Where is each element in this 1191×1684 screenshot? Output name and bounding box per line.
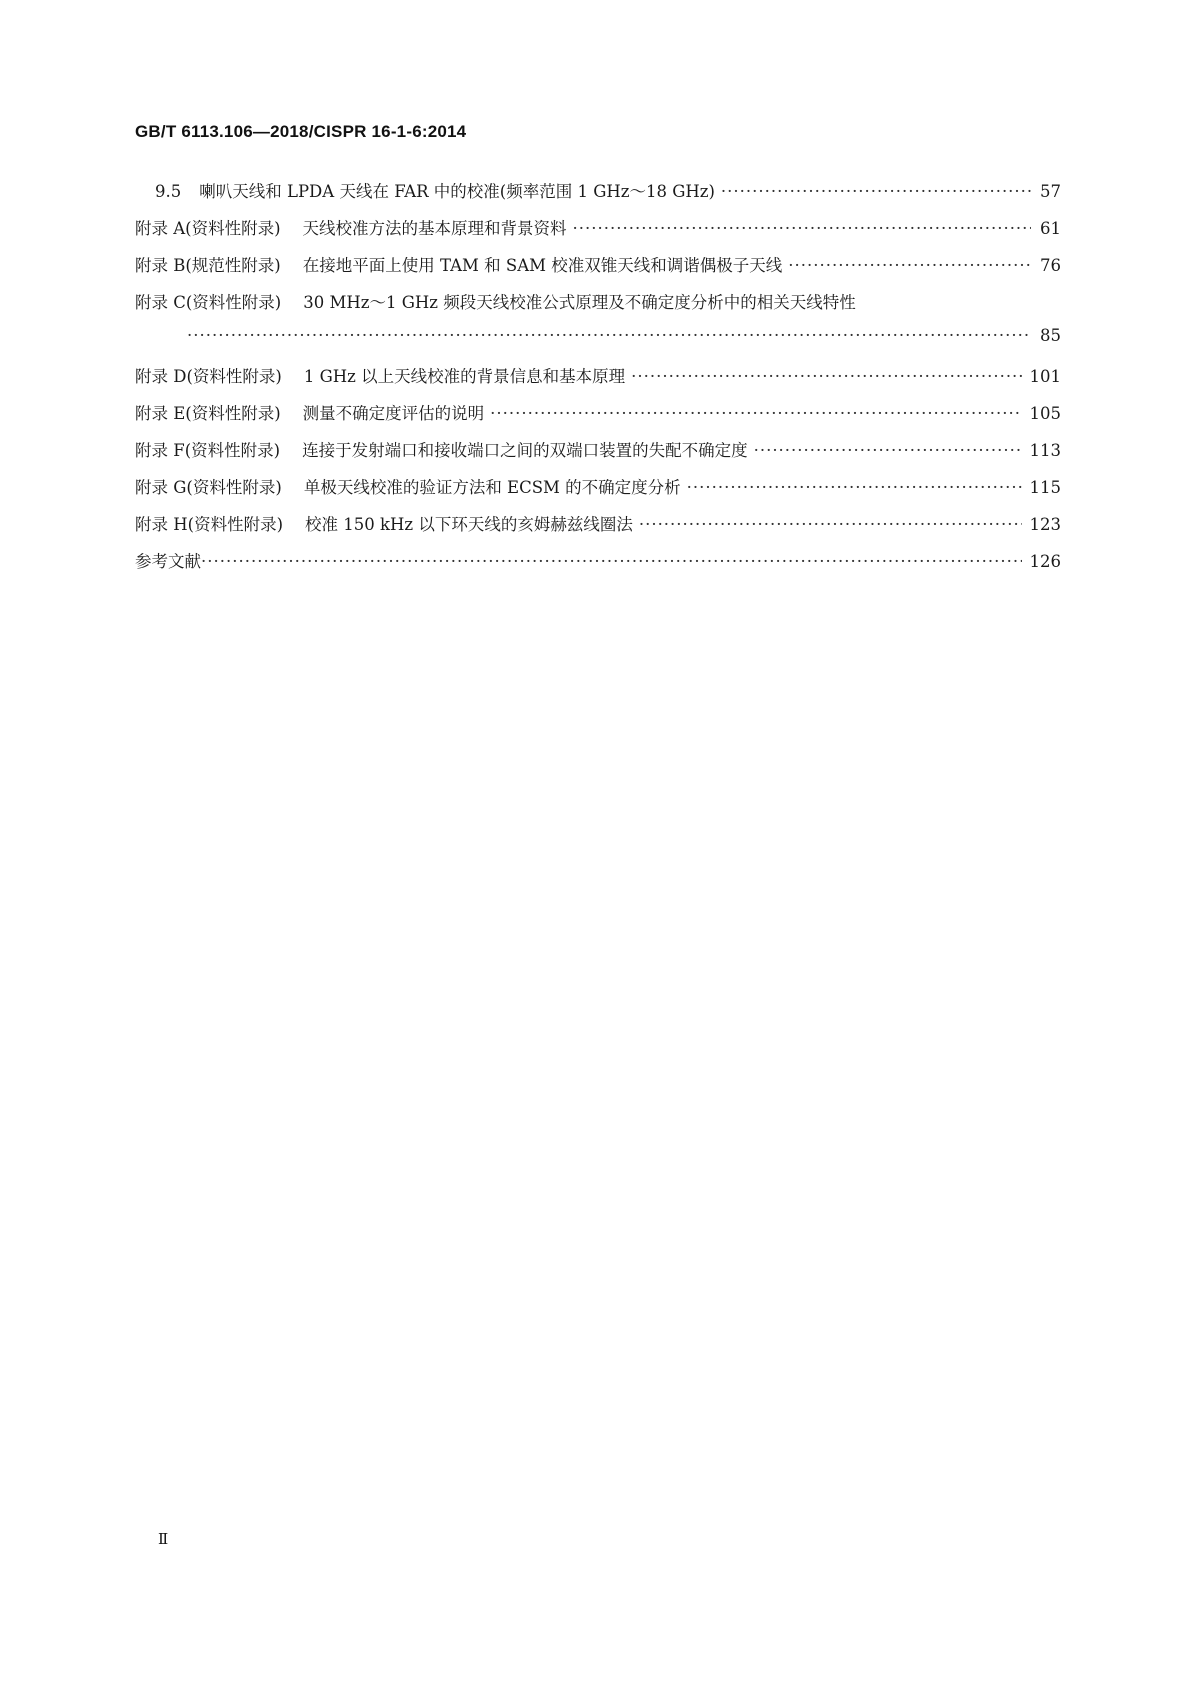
toc-entry-page: 113 [1029,441,1061,460]
dot-leader [754,441,1022,460]
dot-leader [639,515,1022,534]
toc-entry-page: 105 [1029,404,1061,423]
toc-entry-page: 76 [1040,256,1061,275]
toc-entry-label: 附录 E(资料性附录) [135,404,281,423]
toc-entry-page: 57 [1040,182,1061,201]
toc-entry-title: 校准 150 kHz 以下环天线的亥姆赫兹线圈法 [305,515,633,534]
toc-entry-title: 1 GHz 以上天线校准的背景信息和基本原理 [303,367,626,386]
toc-entry-page: 115 [1029,478,1061,497]
toc-entry-page: 101 [1029,367,1061,386]
toc-entry-label: 附录 C(资料性附录) [135,293,282,312]
toc-entry-label: 9.5 [155,182,182,201]
dot-leader [721,182,1031,201]
dot-leader [687,478,1022,497]
toc-entry-title: 喇叭天线和 LPDA 天线在 FAR 中的校准(频率范围 1 GHz～18 GHz) [199,182,715,201]
table-of-contents [135,178,1061,585]
toc-entry-page: 123 [1029,515,1061,534]
toc-entry-appendix-f[interactable] [135,437,1061,474]
toc-entry-appendix-e[interactable] [135,400,1061,437]
toc-entry-title: 30 MHz～1 GHz 频段天线校准公式原理及不确定度分析中的相关天线特性 [303,293,856,312]
dot-leader [490,404,1021,423]
toc-entry-label: 附录 H(资料性附录) [135,515,284,534]
toc-entry-label: 附录 A(资料性附录) [135,219,281,238]
dot-leader [573,219,1031,238]
toc-entry-appendix-c[interactable] [135,289,1061,326]
toc-entry-title: 在接地平面上使用 TAM 和 SAM 校准双锥天线和调谐偶极子天线 [302,256,783,275]
document-standard-code: GB/T 6113.106—2018/CISPR 16-1-6:2014 [135,122,467,141]
dot-leader [631,367,1021,386]
toc-entry-appendix-b[interactable] [135,252,1061,289]
toc-entry-appendix-h[interactable] [135,511,1061,548]
toc-entry-page: 126 [1029,552,1061,571]
toc-entry-references[interactable] [135,548,1061,585]
toc-entry-title: 天线校准方法的基本原理和背景资料 [302,219,567,238]
toc-entry-title: 参考文献 [135,552,201,571]
dot-leader [201,552,1022,571]
toc-entry-label: 附录 D(资料性附录) [135,367,282,386]
toc-entry-page: 61 [1040,219,1061,238]
toc-entry-title: 连接于发射端口和接收端口之间的双端口装置的失配不确定度 [302,441,748,460]
dot-leader [187,326,1031,345]
toc-entry-appendix-c-continuation[interactable] [135,326,1061,363]
toc-entry-page: 85 [1040,326,1061,345]
toc-entry-title: 测量不确定度评估的说明 [302,404,485,423]
page-number: Ⅱ [158,1530,169,1548]
toc-entry-appendix-a[interactable] [135,215,1061,252]
toc-entry-appendix-g[interactable] [135,474,1061,511]
toc-entry-label: 附录 B(规范性附录) [135,256,281,275]
toc-entry-label: 附录 F(资料性附录) [135,441,281,460]
toc-entry-label: 附录 G(资料性附录) [135,478,282,497]
toc-entry-title: 单极天线校准的验证方法和 ECSM 的不确定度分析 [303,478,681,497]
toc-entry-appendix-d[interactable] [135,363,1061,400]
dot-leader [788,256,1031,275]
toc-entry-9-5[interactable] [135,178,1061,215]
